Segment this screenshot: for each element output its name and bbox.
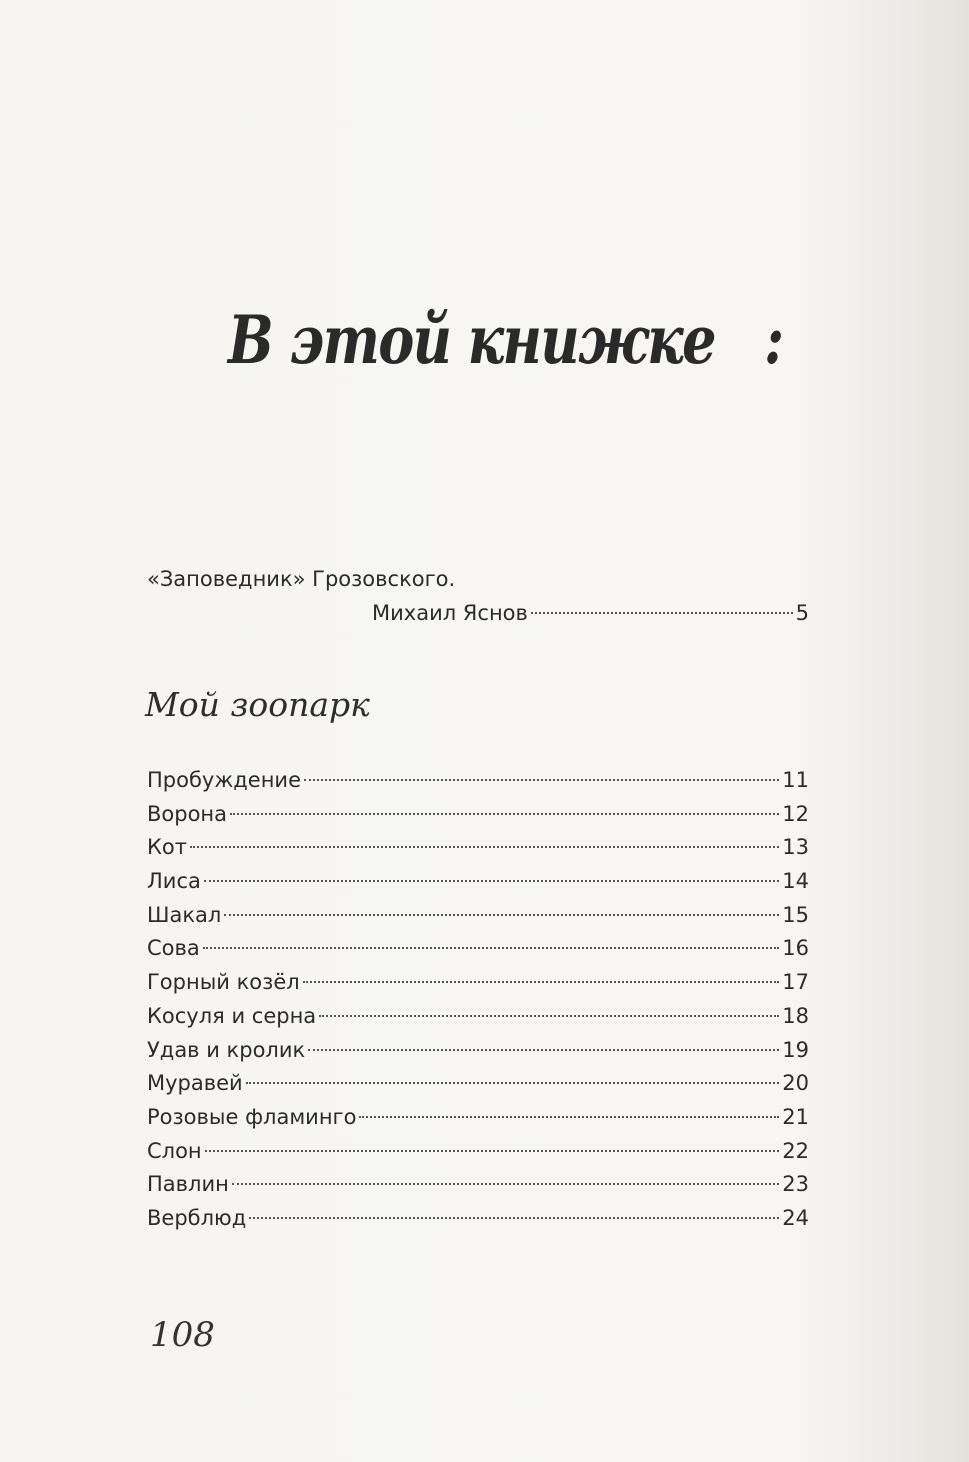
intro-page-number: 5 bbox=[795, 601, 809, 625]
toc-entry-title: Павлин bbox=[147, 1172, 229, 1197]
dot-leader bbox=[203, 947, 780, 949]
dot-leader bbox=[308, 1049, 779, 1051]
toc-entry-page: 17 bbox=[782, 970, 809, 995]
toc-entry-page: 12 bbox=[782, 801, 809, 826]
toc-row bbox=[147, 966, 809, 1000]
page-heading bbox=[228, 290, 783, 390]
dot-leader bbox=[249, 1217, 779, 1219]
toc-entry-title: Розовые фламинго bbox=[147, 1104, 357, 1129]
folio-page-number: 108 bbox=[150, 1315, 215, 1355]
toc-entry-title: Верблюд bbox=[147, 1205, 247, 1230]
intro-title: «Заповедник» Грозовского. bbox=[147, 567, 456, 591]
toc-row bbox=[147, 1034, 809, 1068]
intro-entry bbox=[147, 562, 809, 630]
toc-entry-title: Пробуждение bbox=[147, 768, 302, 792]
toc-row bbox=[147, 899, 809, 933]
intro-author-line bbox=[372, 596, 809, 630]
dot-leader bbox=[190, 846, 779, 848]
toc-row bbox=[147, 1168, 809, 1202]
toc-entry-page: 23 bbox=[782, 1172, 809, 1197]
toc-entry-title: Горный козёл bbox=[147, 970, 300, 995]
toc-row bbox=[147, 1101, 809, 1135]
toc-entry-page: 13 bbox=[782, 835, 809, 860]
dot-leader bbox=[246, 1082, 780, 1084]
toc-entry-page: 24 bbox=[782, 1205, 809, 1230]
toc-entry-page: 20 bbox=[782, 1071, 809, 1096]
toc-row bbox=[147, 1067, 809, 1101]
toc-entry-title: Сова bbox=[147, 936, 200, 961]
section-title: Мой зоопарк bbox=[145, 685, 370, 724]
dot-leader bbox=[304, 779, 779, 781]
toc-entry-title: Кот bbox=[147, 835, 187, 860]
toc-entry-title: Шакал bbox=[147, 902, 222, 927]
heading-text: В этой книжке bbox=[228, 301, 715, 379]
toc-entry-page: 16 bbox=[782, 936, 809, 961]
toc-entry-title: Лиса bbox=[147, 869, 201, 894]
toc-entry-page: 22 bbox=[782, 1138, 809, 1163]
dot-leader bbox=[303, 981, 780, 983]
toc-row bbox=[147, 932, 809, 966]
toc-entry-title: Удав и кролик bbox=[147, 1037, 306, 1062]
dot-leader bbox=[319, 1015, 779, 1017]
toc-entry-title: Муравей bbox=[147, 1071, 243, 1096]
toc-entry-page: 19 bbox=[782, 1037, 809, 1062]
intro-author: Михаил Яснов bbox=[372, 601, 528, 625]
toc-row bbox=[147, 1202, 809, 1236]
toc-row bbox=[147, 1000, 809, 1034]
toc-entry-title: Косуля и серна bbox=[147, 1003, 317, 1028]
toc-entry-page: 14 bbox=[782, 869, 809, 894]
dot-leader bbox=[224, 914, 779, 916]
toc-entry-title: Слон bbox=[147, 1138, 202, 1163]
table-of-contents bbox=[147, 764, 809, 1236]
dot-leader bbox=[232, 1183, 779, 1185]
toc-entry-page: 11 bbox=[782, 768, 809, 792]
dot-leader bbox=[230, 813, 779, 815]
toc-row bbox=[147, 1135, 809, 1169]
toc-row bbox=[147, 865, 809, 899]
dot-leader bbox=[205, 1150, 780, 1152]
toc-entry-page: 18 bbox=[782, 1003, 809, 1028]
toc-row bbox=[147, 764, 809, 798]
toc-entry-page: 15 bbox=[782, 902, 809, 927]
dot-leader bbox=[531, 612, 793, 614]
toc-row bbox=[147, 798, 809, 832]
toc-entry-title: Ворона bbox=[147, 801, 228, 826]
toc-row bbox=[147, 831, 809, 865]
dot-leader bbox=[359, 1116, 779, 1118]
heading-colon: : bbox=[764, 301, 783, 379]
toc-entry-page: 21 bbox=[782, 1104, 809, 1129]
dot-leader bbox=[204, 880, 779, 882]
